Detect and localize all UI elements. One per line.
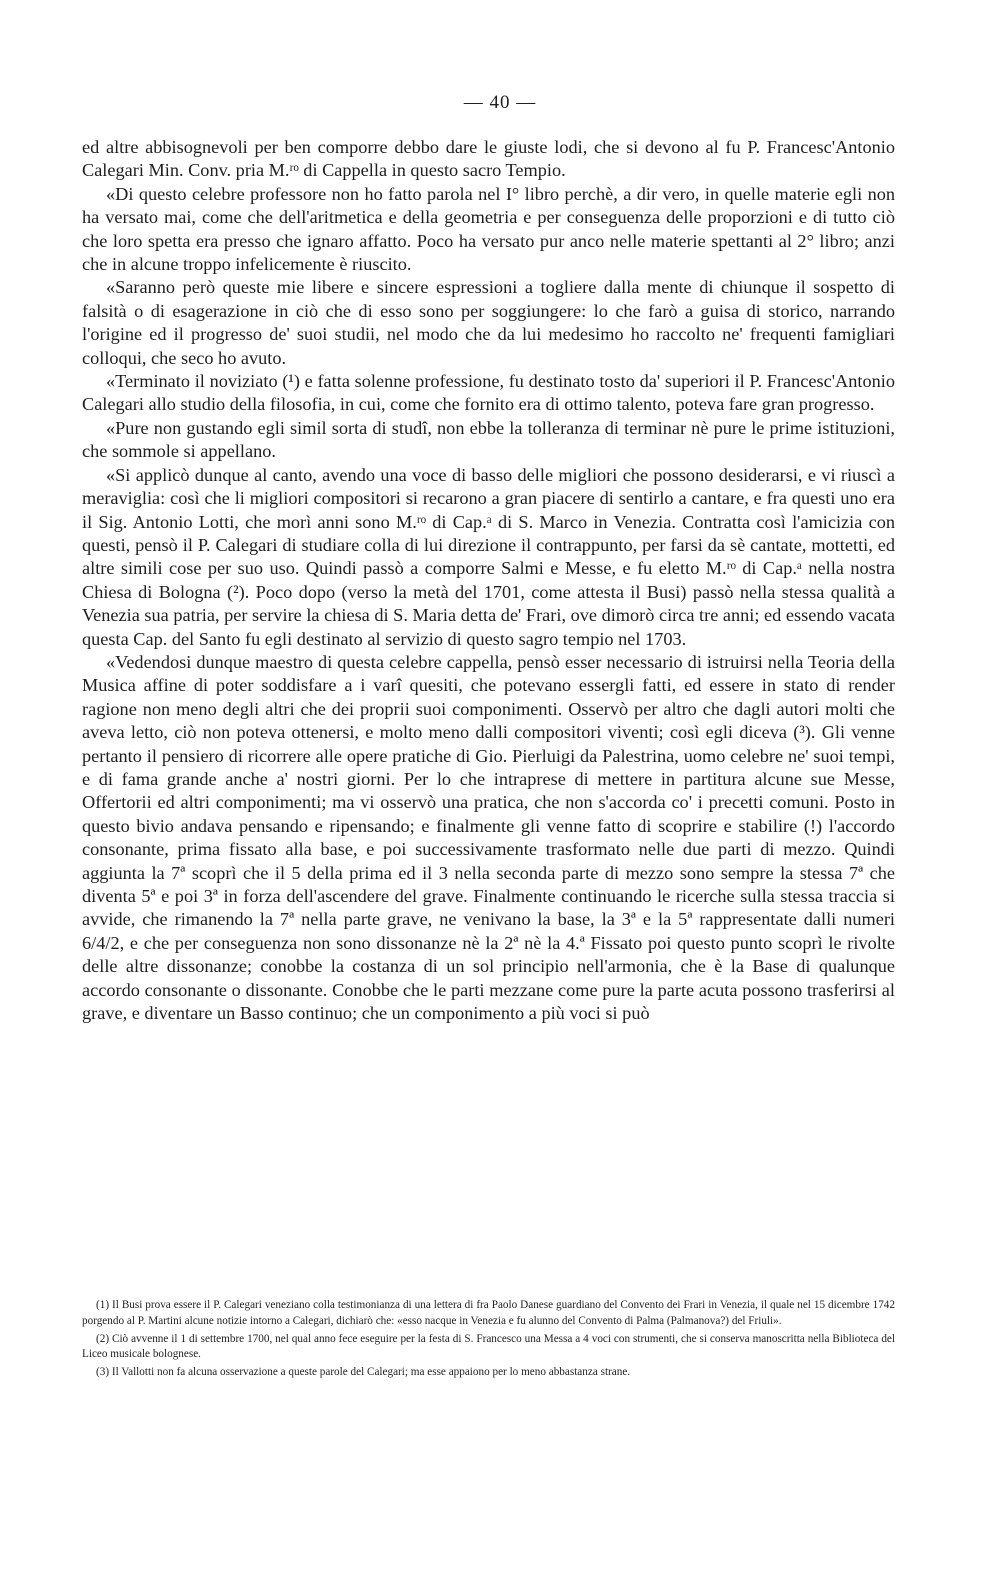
- footnotes: [82, 1298, 895, 1381]
- footnote: (1) Il Busi prova essere il P. Calegari veneziano colla testimonianza di una lettera di fra Paolo Danese guardiano del Convento dei Frari in Venezia, il quale nel 15 dicembre 1742 porgendo al P. Martini alcune notizie intorno a Calegari, dichiarò che: «esso nacque in Venezia e fu alunno del Convento di Palma (Palmanova?) del Friuli».: [82, 1299, 895, 1327]
- paragraph: «Vedendosi dunque maestro di questa celebre cappella, pensò esser necessario di istruirsi nella Teoria della Musica affine di poter soddisfare a i varî quesiti, che potevano essergli fatti, ed essere in stato di render ragione non meno degli altri che dei proprii suoi componimenti. Osservò per altro che dagli autori molti che aveva letto, ciò non poteva ottenersi, e molto meno dalli compositori viventi; così egli diceva (³). Gli venne pertanto il pensiero di ricorrere alle opere pratiche di Gio. Pierluigi da Palestrina, uomo celebre ne' suoi tempi, e di fama grande anche a' nostri giorni. Per lo che intraprese di mettere in partitura alcune sue Messe, Offertorii ed altri componimenti; ma vi osservò una pratica, che non s'accorda co' i precetti comuni. Posto in questo bivio andava pensando e ripensando; e finalmente gli venne fatto di scoprire e stabilire (!) l'accordo consonante, prima fissato alla base, e poi successivamente trasformato nelle due parti di mezzo. Quindi aggiunta la 7ª scoprì che il 5 della prima ed il 3 nella seconda parte di mezzo sono sempre la stessa 7ª che diventa 5ª e poi 3ª in forza dell'ascendere del grave. Finalmente continuando le ricerche sulla stessa traccia si avvide, che rimanendo la 7ª nella parte grave, ne venivano la base, la 3ª e la 5ª rappresentate dalli numeri 6/4/2, e che per conseguenza non sono dissonanze nè la 2ª nè la 4.ª Fissato poi questo punto scoprì le rivolte delle altre dissonanze; conobbe la costanza di un sol principio nell'armonia, che è la Base di qualunque accordo consonante o dissonante. Conobbe che le parti mezzane come pure la parte acuta possono trasferirsi al grave, e diventare un Basso continuo; che un componimento a più voci si può: [82, 651, 895, 1024]
- paragraph: «Terminato il noviziato (¹) e fatta solenne professione, fu destinato tosto da' superiori il P. Francesc'Antonio Calegari allo studio della filosofia, in cui, come che fornito era di ottimo talento, poteva fare gran progresso.: [82, 371, 895, 415]
- footnote: (2) Ciò avvenne il 1 di settembre 1700, nel qual anno fece eseguire per la festa di S. Francesco una Messa a 4 voci con strumenti, che si conserva manoscritta nella Biblioteca del Liceo musicale bolognese.: [82, 1332, 895, 1361]
- page-number: — 40 —: [463, 92, 537, 113]
- body-text: [82, 136, 895, 1025]
- paragraph: «Di questo celebre professore non ho fatto parola nel I° libro perchè, a dir vero, in quelle materie egli non ha versato mai, come che dell'aritmetica e della geometria e per conseguenza delle proporzioni e di tutto ciò che loro spetta era presso che ignaro affatto. Poco ha versato pur anco nelle materie spettanti al 2° libro; anzi che in alcune troppo infelicemente è riuscito.: [82, 183, 895, 275]
- paragraph: «Saranno però queste mie libere e sincere espressioni a togliere dalla mente di chiunque il sospetto di falsità o di esagerazione in ciò che di esso sono per soggiungere: lo che farò a guisa di storico, narrando l'origine ed il progresso de' suoi studii, nel modo che da lui medesimo ho raccolto ne' frequenti famigliari colloqui, che seco ho avuto.: [82, 277, 895, 368]
- paragraph: «Si applicò dunque al canto, avendo una voce di basso delle migliori che possono desiderarsi, e vi riuscì a meraviglia: così che li migliori compositori si recarono a gran piacere di sentirlo a cantare, e fra questi uno era il Sig. Antonio Lotti, che morì anni sono M.ʳᵒ di Cap.ᵃ di S. Marco in Venezia. Contratta così l'amicizia con questi, pensò il P. Calegari di studiare colla di lui direzione il contrappunto, per farsi da sè cantate, mottetti, ed altre simili cose per suo uso. Quindi passò a comporre Salmi e Messe, e fu eletto M.ʳᵒ di Cap.ᵃ nella nostra Chiesa di Bologna (²). Poco dopo (verso la metà del 1701, come attesta il Busi) passò nella stessa qualità a Venezia sua patria, per servire la chiesa di S. Maria detta de' Frari, ove dimorò circa tre anni; ed essendo vacata questa Cap. del Santo fu egli destinato al servizio di questo sagro tempio nel 1703.: [82, 464, 895, 649]
- paragraph: «Pure non gustando egli simil sorta di studî, non ebbe la tolleranza di terminar nè pure le prime istituzioni, che sommole si appellano.: [82, 417, 895, 462]
- paragraph: ed altre abbisognevoli per ben comporre debbo dare le giuste lodi, che si devono al fu P. Francesc'Antonio Calegari Min. Conv. pria M.ʳᵒ di Cappella in questo sacro Tempio.: [82, 137, 895, 181]
- footnote: (3) Il Vallotti non fa alcuna osservazione a queste parole del Calegari; ma esse appaiono per lo meno abbastanza strane.: [96, 1366, 631, 1379]
